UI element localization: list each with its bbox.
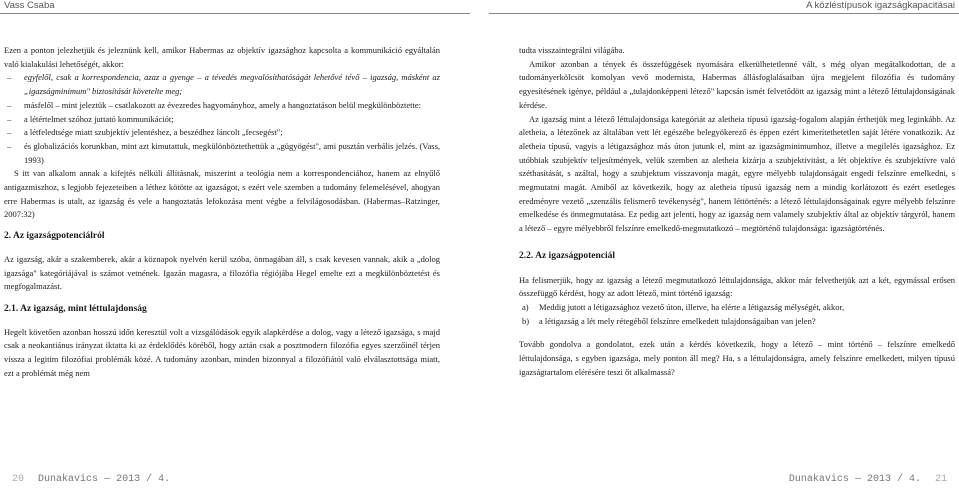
- intro-paragraph: Ezen a ponton jelezhetjük és jeleznünk kell, amikor Habermas az objektív igazsághoz kapcsolta a kommunikáció egyáltalán való kialakulási lehetőségét, akkor:: [4, 45, 440, 69]
- body-paragraph: Tovább gondolva a gondolatot, ezek után a kérdés következik, hogy a létező – mint történő – felszínre emelkedő léttulajdonsága, s egyben igazsága, mely ponton áll meg? Ha, s a léttulajdonságra, amely felszínre emelkedett, milyen típusú igazságtartalom elérésére teszi őt alkalmassá?: [519, 339, 955, 377]
- left-column: [4, 44, 440, 380]
- list-item-text: egyfelől, csak a korrespondencia, azaz a gyenge – a tévedés megvalósíthatóságát lehetővé tévő – igazság, másként az „igazságminimum" biztosítását követelte meg;: [24, 72, 440, 97]
- body-paragraph: S itt van alkalom annak a kifejtés nélküli állításnak, miszerint a teológia nem a korrespondenciához, hanem az elnyűlő antigazmiszhoz, s legjobb fejezeteiben a léthez kötötte az igazságot, s ezért vele szemben a tudomány felemelésével, ahogyan erre Habermas is utalt, az igazság és vele a hangoztatás lefokozása ment végbe a felvilágosodásban. (Habermas–Ratzinger, 2007:32): [4, 168, 440, 220]
- outer-list: [4, 71, 440, 112]
- list-item-text: a létértelmet szóhoz juttató kommunikációt;: [24, 113, 174, 124]
- left-page: [0, 0, 470, 489]
- list-item-text: Meddig jutott a létigazsághoz vezető úton, illetve, ha elérte a létigazság mélységét, akkor,: [539, 301, 845, 312]
- dash-bullet: –: [7, 140, 12, 151]
- list-item: [519, 301, 955, 315]
- list-item: [4, 71, 440, 98]
- header-rule-left: [0, 13, 470, 14]
- list-marker: b): [522, 315, 530, 326]
- body-paragraph: Hegelt követően azonban hosszú időn keresztül volt a vizsgálódások egyik alapkérdése a dolog, vagy a létező igazsága, s majd csak a neokantiánus irányzat iktatta ki az érdeklődés köréből, hogy aztán csak a posztmodern filozófia egyes szerzőinél térjen vissza a legitim filozófiai problémák közé. A tudomány azonban, minden bizonnyal a filozófiától való elválasztottsága miatt, ezt a problémát még nem: [4, 326, 440, 378]
- inner-list: [4, 113, 440, 168]
- dash-bullet: –: [7, 127, 12, 138]
- running-head-right: A közléstípusok igazságkapacitásai: [806, 0, 955, 11]
- footer-right: Dunakavics — 2013 / 4. 21: [788, 474, 947, 485]
- body-paragraph: Az igazság, akár a szakemberek, akár a köznapok nyelvén kerül szóba, önmagában áll, s csak kevesen vannak, akik a „dolog igazsága" kategóriájával is számot vetnének. Igazán magasra, a filozófia régiójába Hegel emelte ezt a megkülönböztetést és megfogalmazást.: [4, 253, 440, 292]
- dash-bullet: –: [7, 113, 12, 124]
- journal-issue: 2013 / 4.: [866, 474, 921, 485]
- dash-bullet: –: [7, 72, 12, 83]
- body-paragraph: Az igazság mint a létező léttulajdonsága kategóriát az aletheia típusú igazság-fogalom alapján érthetjük meg leginkább. Az aletheia, a létezőnek az általában vett lét egészébe belegyökerező és éppen ezért kimerítethetetlen saját létére vonatkozik. Az aletheia típusú, vagyis a létigazsághoz más úton jutunk el, mint az igazságminimumhoz, illetve a megilelés igazsághoz. Ez utóbbiak szubjektív teljesítmények, velük szemben az aletheia kizárja a szubjektivitást, a lét objektíve és szubjektívre való széthasítását, s azáltal, hogy a szubjektum visszavonja magát, egyre mélyebb tulajdonságait engedi felszínre emelkedni, s megmutatni magát. Amiből az következik, hogy az aletheia típusú igazság nem a mindig korlátozott és ezért esetleges eredményre vezető „szenzális felismerő tevékenység", hanem léttörténés: a létező léttulajdonságainak egyre mélyebb felszínre emelkedése és önmegmutatása. Ez pedig azt jelenti, hogy az igazság nem valamely szubjektív által az objektív tárgyról, hanem a létező – egyre mélyebbről felszínre emelkedő-megmutatkozó – megtörténő tulajdonsága: igazságtörténés.: [519, 113, 955, 234]
- list-item: [4, 140, 440, 167]
- section-heading: 2.2. Az igazságpotenciál: [519, 250, 616, 261]
- running-head-left: Vass Csaba: [4, 0, 55, 11]
- header-rule-right: [489, 13, 959, 14]
- list-item-text: a létigazság a lét mely rétegéből felszínre emelkedett tulajdonságaiban van jelen?: [539, 315, 816, 326]
- page-number: 20: [12, 474, 25, 485]
- list-item: [519, 315, 955, 329]
- list-item-text: a létfeledtsége miatt szubjektív jelentéshez, a beszédhez láncolt „fecsegést";: [24, 127, 283, 138]
- journal-name: Dunakavics: [788, 474, 849, 485]
- list-item-text: és globalizációs korunkban, mint azt kimutattuk, megkülönböztethettük a „gügyögést", ami pusztán verbális jelzés. (Vass, 1993): [24, 140, 440, 165]
- body-paragraph: tudta visszaintegrálni világába.: [519, 45, 625, 55]
- list-marker: a): [522, 301, 529, 312]
- list-item-text: másfelől – mint jeleztük – csatlakozott az évezredes hagyományhoz, amely a hangoztatáson belül megkülönböztette:: [24, 99, 421, 110]
- body-paragraph: Ha felismerjük, hogy az igazság a létező megmutatkozó léttulajdonsága, akkor már felvethetjük azt a két, egymással erősen összefüggő kérdést, hogy az adott létező, mint történő igazság:: [519, 274, 955, 299]
- dash-bullet: –: [7, 99, 12, 110]
- page-number: 21: [934, 474, 947, 485]
- list-item: [4, 99, 440, 113]
- right-column: [519, 44, 955, 379]
- journal-name: Dunakavics: [38, 474, 99, 485]
- question-list: [519, 301, 955, 328]
- right-page: [489, 0, 959, 489]
- footer-left: 20 Dunakavics — 2013 / 4.: [12, 474, 171, 485]
- section-heading: 2.1. Az igazság, mint léttulajdonság: [4, 303, 147, 314]
- body-paragraph: Amikor azonban a tények és összefüggések nyomására elkerülhetetlenné vált, s még olyan megátalkodottan, de a tudományerkölcsöt komolyan vevő modernista, Habermas állásfoglalásaiban újra megjelent filozófia és tudomány egyesítésének igénye, például a „tulajdonképpeni létező" kapcsán ismét felvetődött az igazság mint a létező léttulajdonságának kérdése.: [519, 58, 955, 110]
- journal-issue: 2013 / 4.: [116, 474, 171, 485]
- list-item: [4, 126, 440, 140]
- section-heading: 2. Az igazságpotenciálról: [4, 231, 105, 242]
- list-item: [4, 113, 440, 127]
